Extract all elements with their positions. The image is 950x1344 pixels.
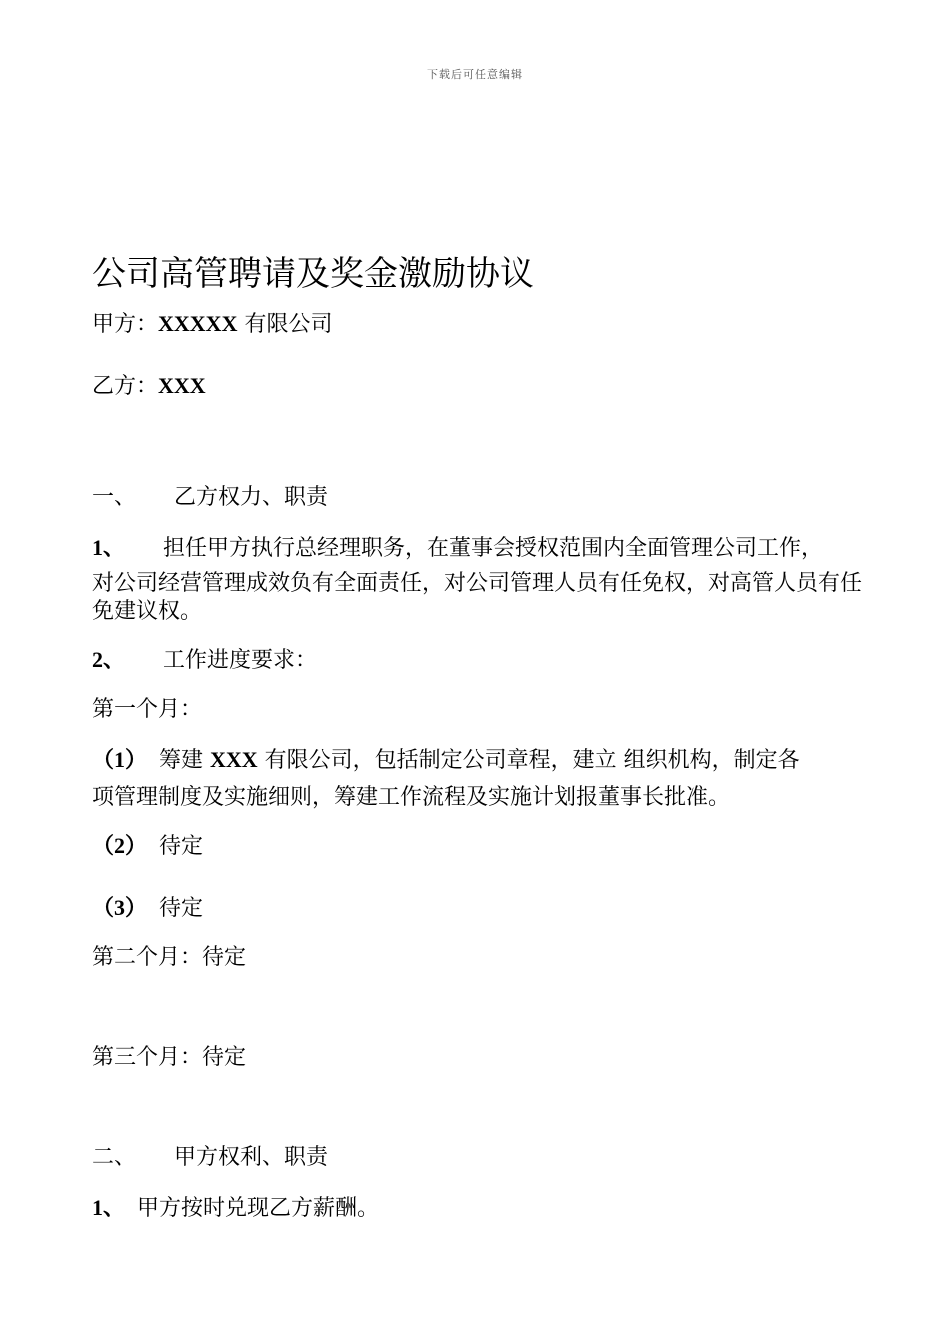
sub-item-2-text: 待定 — [159, 834, 204, 859]
item-2 — [92, 646, 317, 675]
sub-item-3 — [92, 894, 203, 923]
sub-item-3-number: （3） — [92, 895, 148, 920]
section-2-title: 甲方权利、职责 — [174, 1145, 329, 1170]
section-1-heading — [92, 484, 328, 512]
party-a-name: XXXXX — [158, 311, 238, 336]
sub-item-1-number: （1） — [92, 747, 148, 772]
sub-item-1-line2: 项管理制度及实施细则，筹建工作流程及实施计划报董事长批准。 — [92, 785, 731, 810]
month-3-label: 第三个月：待定 — [92, 1045, 247, 1070]
sub-item-2-number: （2） — [92, 833, 148, 858]
item-1-number: 1、 — [92, 535, 126, 560]
section-2-item-1-text: 甲方按时兑现乙方薪酬。 — [137, 1196, 380, 1221]
party-a-label: 甲方： — [92, 312, 159, 337]
sub-item-1-line1 — [92, 746, 800, 775]
section-2-heading — [92, 1144, 328, 1172]
sub-item-1-code: XXX — [210, 747, 258, 772]
section-2-number: 二、 — [92, 1145, 137, 1170]
party-b-label: 乙方： — [92, 374, 159, 399]
section-2-item-1-number: 1、 — [92, 1195, 126, 1220]
item-2-number: 2、 — [92, 647, 126, 672]
month-2-label: 第二个月：待定 — [92, 945, 247, 970]
item-1-text-line1: 担任甲方执行总经理职务，在董事会授权范围内全面管理公司工作， — [163, 536, 824, 561]
item-1-first-line — [92, 534, 823, 563]
party-b-name: XXX — [158, 373, 206, 398]
section-2-item-1 — [92, 1194, 379, 1223]
item-2-text: 工作进度要求： — [163, 648, 318, 673]
sub-item-3-text: 待定 — [159, 896, 204, 921]
party-a-suffix: 有限公司 — [237, 312, 333, 337]
document-title: 公司高管聘请及奖金激励协议 — [92, 254, 534, 294]
month-1-label: 第一个月： — [92, 697, 203, 722]
sub-item-1-line1-rest: 有限公司，包括制定公司章程，建立 组织机构，制定各 — [257, 748, 800, 773]
section-1-title: 乙方权力、职责 — [174, 485, 329, 510]
sub-item-1-pre: 筹建 — [159, 748, 211, 773]
item-1-text-rest: 对公司经营管理成效负有全面责任，对公司管理人员有任免权，对高管人员有任免建议权。 — [92, 571, 863, 624]
party-b-line — [92, 372, 206, 401]
sub-item-2 — [92, 832, 203, 861]
party-a-line — [92, 310, 332, 339]
section-1-number: 一、 — [92, 485, 137, 510]
page-header-note: 下载后可任意编辑 — [427, 68, 523, 81]
